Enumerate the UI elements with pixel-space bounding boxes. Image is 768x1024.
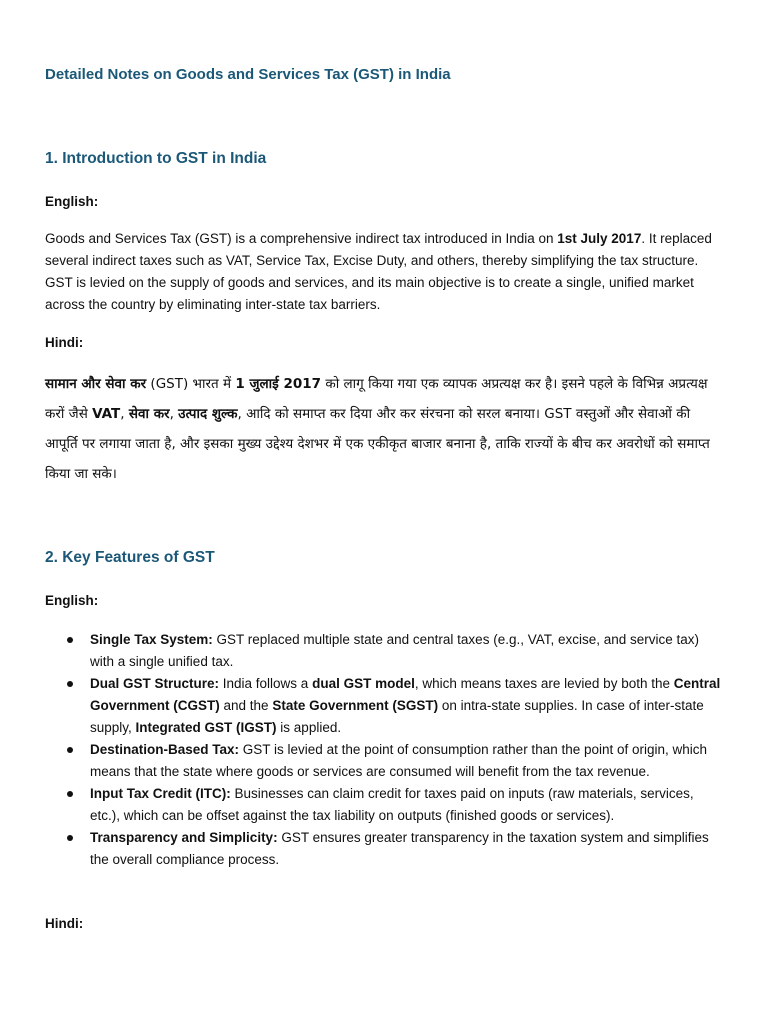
text-run: India follows a (219, 676, 313, 691)
section-2-heading: 2. Key Features of GST (45, 549, 215, 566)
text-run: को लागू किया गया एक व्यापक अप्रत्यक्ष कर है। इसने पहले के विभिन्न अप्रत्यक्ष करों जैसे (45, 376, 708, 422)
bold-text-run: उत्पाद शुल्क (178, 406, 238, 422)
bold-text-run: Destination-Based Tax: (90, 742, 240, 757)
section-2-english-label: English: (45, 593, 99, 608)
document-title: Detailed Notes on Goods and Services Tax (GST) in India (45, 66, 451, 83)
section-1-english-label: English: (45, 194, 99, 209)
text-run: and the (219, 698, 273, 713)
text-run: GST is levied at the point of consumption rather than the point of origin, which means that the state where goods or services are consumed will benefit from the tax revenue. (90, 742, 708, 779)
section-1-hindi-paragraph (45, 369, 725, 489)
feature-item (45, 827, 725, 871)
bold-text-run: 1 जुलाई 2017 (235, 376, 322, 392)
bold-text-run: Central Government (CGST) (90, 676, 721, 713)
section-1-hindi-label: Hindi: (45, 335, 84, 350)
text-run: , (169, 406, 179, 422)
text-run: Businesses can claim credit for taxes paid on inputs (raw materials, services, etc.), which can be offset against the tax liability on outputs (finished goods or services). (90, 786, 694, 823)
section-1-english-paragraph (45, 228, 725, 316)
key-features-list (45, 629, 725, 871)
feature-item (45, 673, 725, 739)
bold-text-run: dual GST model (312, 676, 415, 691)
feature-item (45, 739, 725, 783)
text-run: , आदि को समाप्त कर दिया और कर संरचना को सरल बनाया। GST वस्तुओं और सेवाओं की आपूर्ति पर लगाया जाता है, और इसका मुख्य उद्देश्य देशभर में एक एकीकृत बाजार बनाना है, ताकि राज्यों के बीच कर अवरोधों को समाप्त किया जा सके। (45, 406, 710, 482)
bold-text-run: State Government (SGST) (272, 698, 439, 713)
feature-item (45, 783, 725, 827)
bold-text-run: सेवा कर (128, 406, 170, 422)
bold-text-run: Integrated GST (IGST) (135, 720, 277, 735)
bold-text-run: Dual GST Structure: (90, 676, 220, 691)
feature-item (45, 629, 725, 673)
bold-text-run: Single Tax System: (90, 632, 213, 647)
bold-text-run: VAT (92, 406, 121, 422)
text-run: Goods and Services Tax (GST) is a comprehensive indirect tax introduced in India on (45, 231, 558, 246)
text-run: , which means taxes are levied by both the (414, 676, 674, 691)
text-run: GST replaced multiple state and central taxes (e.g., VAT, excise, and service tax) with a single unified tax. (90, 632, 700, 669)
section-2-hindi-label: Hindi: (45, 916, 84, 931)
bold-text-run: Transparency and Simplicity: (90, 830, 278, 845)
text-run: on intra-state supplies. In case of inter-state supply, (90, 698, 704, 735)
text-run: GST ensures greater transparency in the taxation system and simplifies the overall compliance process. (90, 830, 709, 867)
bold-text-run: 1st July 2017 (557, 231, 642, 246)
text-run: is applied. (276, 720, 342, 735)
text-run: . It replaced several indirect taxes such as VAT, Service Tax, Excise Duty, and others, thereby simplifying the tax structure. GST is levied on the supply of goods and services, and its main objective is to create a single, unified market across the country by eliminating inter-state tax barriers. (45, 231, 712, 312)
bold-text-run: Input Tax Credit (ITC): (90, 786, 231, 801)
text-run: , (120, 406, 129, 422)
bold-text-run: सामान और सेवा कर (45, 376, 147, 392)
text-run: (GST) भारत में (146, 376, 236, 392)
section-1-heading: 1. Introduction to GST in India (45, 150, 267, 167)
